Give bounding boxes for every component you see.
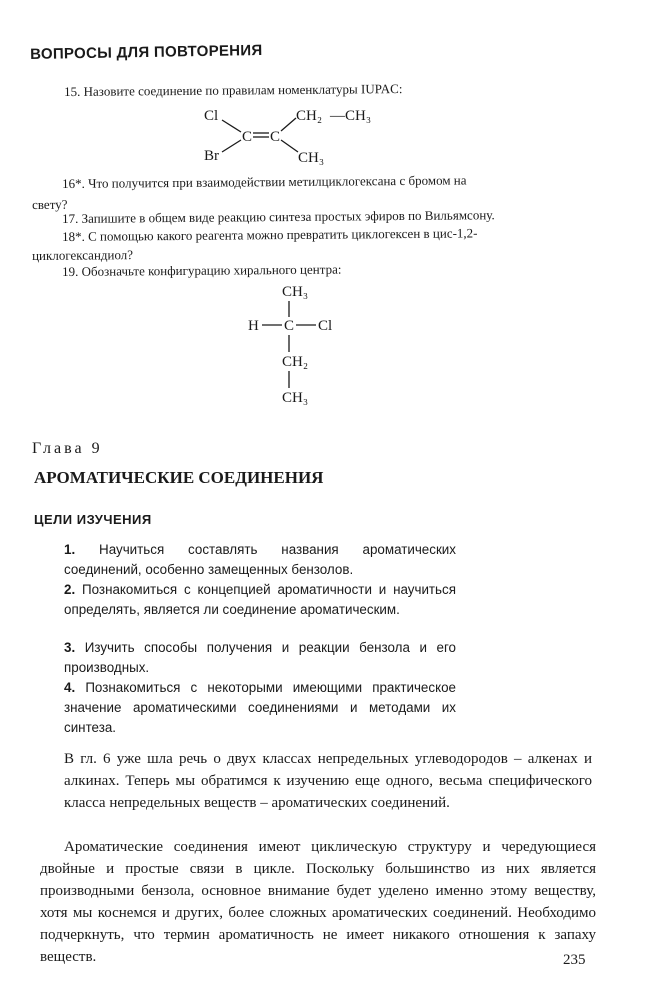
- structure-1-diagram: [190, 100, 410, 175]
- question-16-line-2: свету?: [32, 196, 68, 212]
- s2-h: H: [248, 318, 259, 334]
- s1-c2: C: [270, 129, 281, 145]
- page-number: 235: [563, 952, 586, 968]
- s2-c: C: [284, 318, 295, 334]
- goal-item-4: [64, 678, 456, 738]
- chapter-label: Глава 9: [32, 440, 103, 457]
- s1-c1: C: [242, 129, 253, 145]
- s1-ch3-right: —CH₃: [330, 108, 372, 124]
- goal-text: Познакомиться с некоторыми имеющими практическое значение ароматическими соединениями и методами их синтеза.: [64, 680, 456, 735]
- goal-number: 3.: [64, 640, 76, 655]
- review-heading: ВОПРОСЫ ДЛЯ ПОВТОРЕНИЯ: [30, 41, 263, 63]
- goal-item-3: [64, 638, 456, 678]
- body-paragraph-1: В гл. 6 уже шла речь о двух классах непредельных углеводородов – алкенах и алкинах. Теперь мы обратимся к изучению еще одного, весьма специфического класса непредельных веществ – ароматических соединений.: [64, 751, 592, 811]
- s2-cl: Cl: [318, 318, 333, 334]
- goal-text: Научиться составлять названия ароматических соединений, особенно замещенных бензолов.: [64, 542, 456, 577]
- question-16-line-1: 16*. Что получится при взаимодействии метилциклогексана с бромом на: [62, 172, 467, 191]
- goals-heading: ЦЕЛИ ИЗУЧЕНИЯ: [34, 512, 152, 527]
- s1-cl: Cl: [204, 108, 219, 124]
- question-19: 19. Обозначьте конфигурацию хирального центра:: [62, 261, 342, 279]
- s1-ch3-bottom: CH₃: [298, 150, 325, 166]
- s2-ch3-bottom: CH₃: [282, 390, 309, 406]
- goal-number: 1.: [64, 542, 76, 557]
- goal-text: Познакомиться с концепцией ароматичности и научиться определять, является ли соединение ароматическим.: [64, 582, 456, 617]
- structure-2-diagram: [240, 280, 360, 410]
- goal-item-1: [64, 540, 456, 580]
- goal-number: 2.: [64, 582, 76, 597]
- goal-number: 4.: [64, 680, 76, 695]
- goal-item-2: [64, 580, 456, 620]
- question-17: 17. Запишите в общем виде реакцию синтеза простых эфиров по Вильямсону.: [62, 207, 495, 226]
- goal-text: Изучить способы получения и реакции бензола и его производных.: [64, 640, 456, 675]
- body-paragraph-2: Ароматические соединения имеют циклическую структуру и чередующиеся двойные и простые связи в цикле. Поскольку большинство из них является производными бензола, основное внимание будет уделено именно этому веществу, хотя мы коснемся и других, более сложных ароматических соединений. Необходимо подчеркнуть, что термин ароматичность не имеет никакого отношения к запаху веществ.: [40, 839, 596, 965]
- question-15: 15. Назовите соединение по правилам номенклатуры IUPAC:: [64, 81, 403, 99]
- s2-ch2: CH₂: [282, 354, 309, 370]
- chapter-title: АРОМАТИЧЕСКИЕ СОЕДИНЕНИЯ: [34, 468, 324, 487]
- s1-ch2: CH₂: [296, 108, 323, 124]
- s1-br: Br: [204, 148, 219, 164]
- s2-ch3-top: CH₃: [282, 284, 309, 300]
- question-18-line-1: 18*. С помощью какого реагента можно превратить циклогексен в цис-1,2-: [62, 225, 478, 244]
- question-18-line-2: циклогександиол?: [32, 247, 134, 263]
